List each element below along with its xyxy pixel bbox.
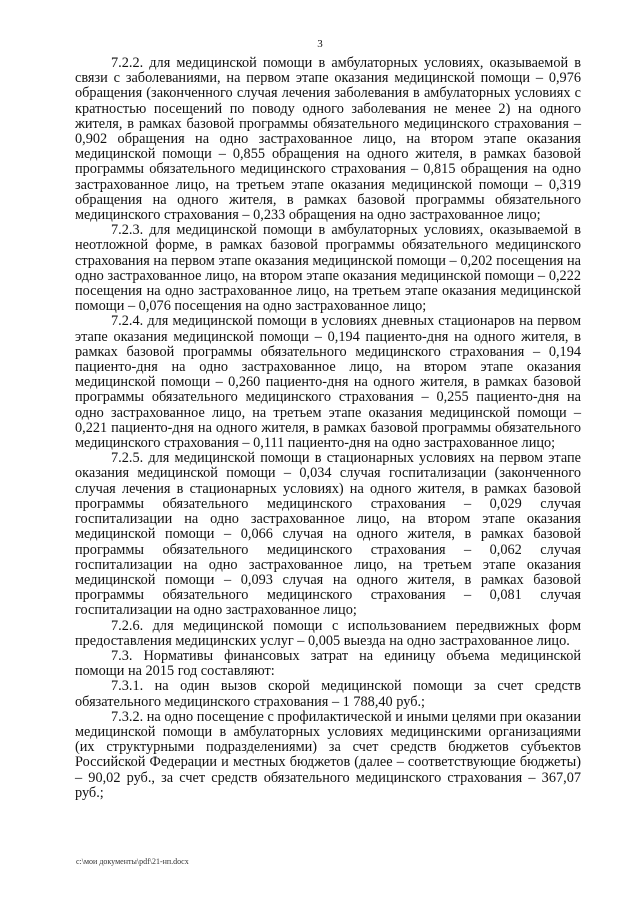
document-body <box>75 56 581 801</box>
paragraph-7-2-6: 7.2.6. для медицинской помощи с использованием передвижных форм предоставления медицинских услуг – 0,005 выезда на одно застрахованное лицо. <box>75 617 581 649</box>
paragraph-7-2-5: 7.2.5. для медицинской помощи в стационарных условиях на первом этапе оказания медицинской помощи – 0,034 случая госпитализации (законченного случая лечения в стационарных условиях) на одного жителя, в рамках базовой программы обязательного медицинского страхования – 0,029 случая госпитализации на одно застрахованное лицо, на втором этапе оказания медицинской помощи – 0,066 случая на одного жителя, в рамках базовой программы обязательного медицинского страхования – 0,062 случая госпитализации на одно застрахованное лицо, на третьем этапе оказания медицинской помощи – 0,093 случая на одного жителя, в рамках базовой программы обязательного медицинского страхования – 0,081 случая госпитализации на одно застрахованное лицо; <box>75 450 581 619</box>
paragraph-7-2-4: 7.2.4. для медицинской помощи в условиях дневных стационаров на первом этапе оказания медицинской помощи – 0,194 пациенто-дня на одного жителя, в рамках базовой программы обязательного медицинского страхования – 0,194 пациенто-дня на одно застрахованное лицо, на втором этапе оказания медицинской помощи – 0,260 пациенто-дня на одного жителя, в рамках базовой программы обязательного медицинского страхования – 0,255 пациенто-дня на одно застрахованное лицо, на третьем этапе оказания медицинской помощи – 0,221 пациенто-дня на одного жителя, в рамках базовой программы обязательного медицинского страхования – 0,111 пациенто-дня на одно застрахованное лицо; <box>75 313 581 452</box>
paragraph-7-3: 7.3. Нормативы финансовых затрат на единицу объема медицинской помощи на 2015 год составляют: <box>75 647 581 680</box>
footer-file-path: c:\мои документы\pdf\21-нп.docx <box>76 857 189 866</box>
paragraph-7-3-2: 7.3.2. на одно посещение с профилактической и иными целями при оказании медицинской помощи в амбулаторных условиях медицинскими организациями (их структурными подразделениями) за счет средств бюджетов субъектов Российской Федерации и местных бюджетов (далее – соответствующие бюджеты) – 90,02 руб., за счет средств обязательного медицинского страхования – 367,07 руб.; <box>75 708 581 801</box>
paragraph-7-2-3: 7.2.3. для медицинской помощи в амбулаторных условиях, оказываемой в неотложной форме, в рамках базовой программы обязательного медицинского страхования на первом этапе оказания медицинской помощи – 0,202 посещения на одно застрахованное лицо, на втором этапе оказания медицинской помощи – 0,222 посещения на одно застрахованное лицо, на третьем этапе оказания медицинской помощи – 0,076 посещения на одно застрахованное лицо; <box>75 222 581 315</box>
page-number: 3 <box>317 38 323 50</box>
paragraph-7-2-2: 7.2.2. для медицинской помощи в амбулаторных условиях, оказываемой в связи с заболеваниями, на первом этапе оказания медицинской помощи – 0,976 обращения (законченного случая лечения заболевания в амбулаторных условиях с кратностью посещений по поводу одного заболевания не менее 2) на одного жителя, в рамках базовой программы обязательного медицинского страхования – 0,902 обращения на одно застрахованное лицо, на втором этапе оказания медицинской помощи – 0,855 обращения на одного жителя, в рамках базовой программы обязательного медицинского страхования – 0,815 обращения на одно застрахованное лицо, на третьем этапе оказания медицинской помощи – 0,319 обращения на одного жителя, в рамках базовой программы обязательного медицинского страхования – 0,233 обращения на одно застрахованное лицо; <box>75 55 581 224</box>
paragraph-7-3-1: 7.3.1. на один вызов скорой медицинской помощи за счет средств обязательного медицинского страхования – 1 788,40 руб.; <box>75 678 581 710</box>
